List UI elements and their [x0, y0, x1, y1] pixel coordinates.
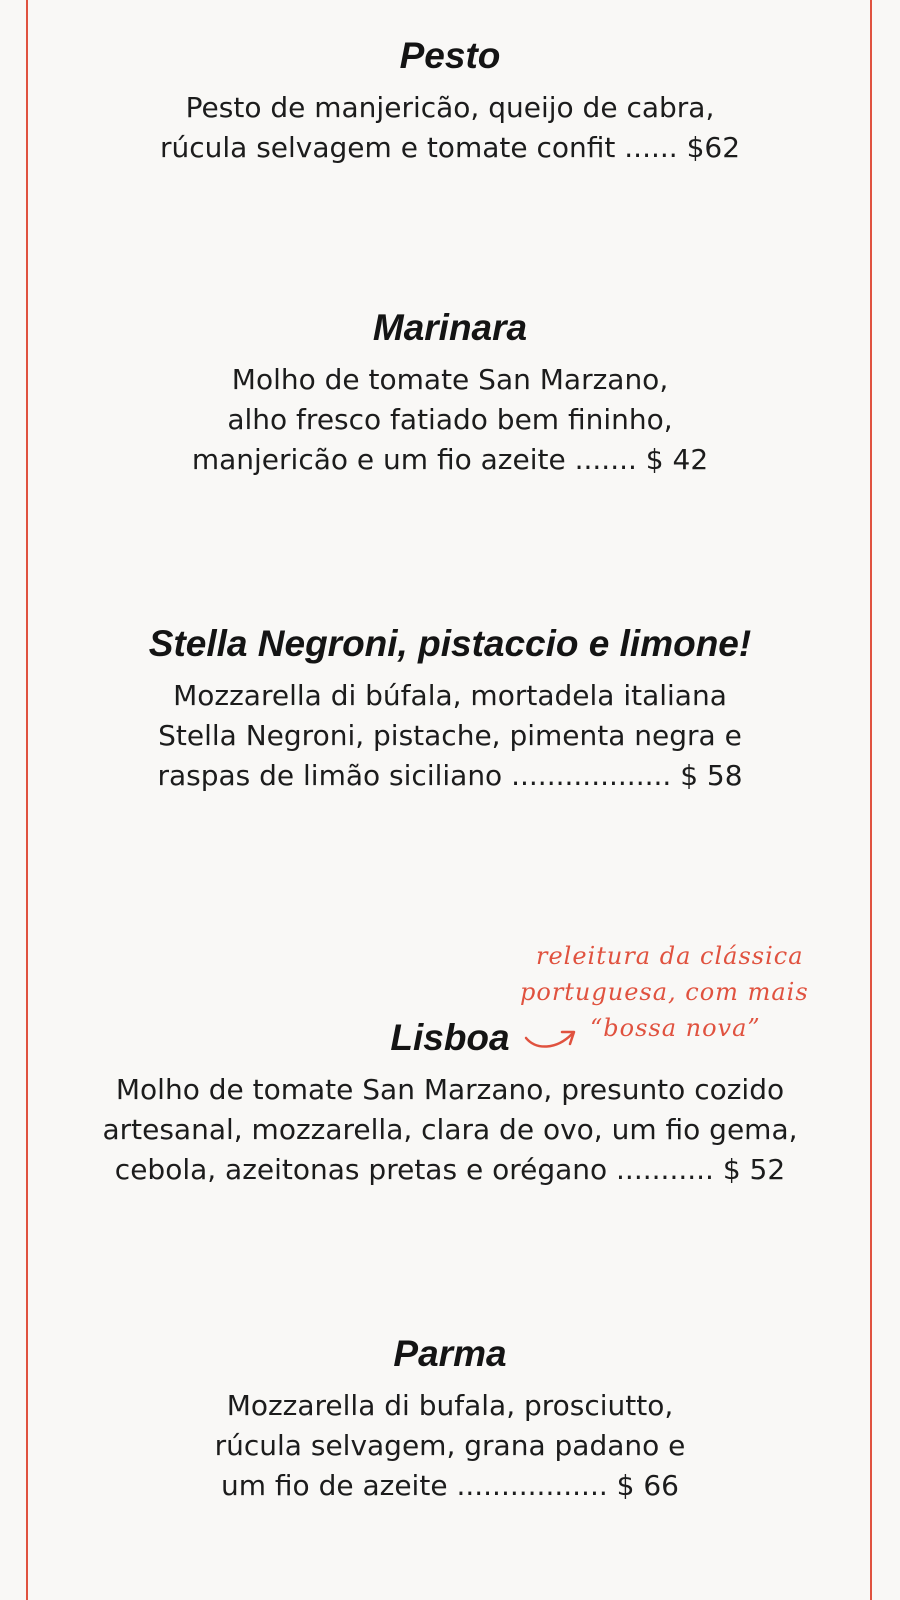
- description-line: Molho de tomate San Marzano,: [231, 363, 669, 396]
- description-line: manjericão e um fio azeite ....... $ 42: [191, 443, 709, 476]
- menu-item-description: [40, 1070, 860, 1190]
- menu-item-title: Marinara: [372, 307, 528, 348]
- description-line: cebola, azeitonas pretas e orégano ........... $ 52: [114, 1153, 786, 1186]
- description-line: raspas de limão siciliano .................. $ 58: [157, 759, 743, 792]
- description-line: Mozzarella di bufala, prosciutto,: [226, 1389, 674, 1422]
- menu-item-marinara: [40, 306, 860, 480]
- note-line: releitura da clássica: [536, 942, 804, 970]
- menu-item-title: Pesto: [399, 35, 501, 76]
- description-line: Stella Negroni, pistache, pimenta negra e: [158, 719, 742, 752]
- description-line: artesanal, mozzarella, clara de ovo, um fio gema,: [102, 1113, 798, 1146]
- menu-item-pesto: [40, 34, 860, 168]
- note-line: “bossa nova”: [590, 1014, 761, 1042]
- menu-item-description: [40, 360, 860, 480]
- description-line: Pesto de manjericão, queijo de cabra,: [185, 91, 715, 124]
- right-border-line: [870, 0, 872, 1600]
- menu-item-description: [40, 88, 860, 168]
- menu-item-parma: [40, 1332, 860, 1506]
- description-line: Mozzarella di búfala, mortadela italiana: [173, 679, 727, 712]
- menu-item-lisboa: [40, 1016, 860, 1190]
- description-line: um fio de azeite ................. $ 66: [220, 1469, 679, 1502]
- description-line: rúcula selvagem, grana padano e: [214, 1429, 686, 1462]
- left-border-line: [26, 0, 28, 1600]
- description-line: rúcula selvagem e tomate confit ...... $62: [159, 131, 741, 164]
- description-line: alho fresco fatiado bem fininho,: [227, 403, 673, 436]
- description-line: Molho de tomate San Marzano, presunto cozido: [115, 1073, 785, 1106]
- menu-item-title: Lisboa: [390, 1017, 510, 1058]
- menu-item-title: Stella Negroni, pistaccio e limone!: [148, 623, 752, 664]
- note-line: portuguesa, com mais: [520, 978, 809, 1006]
- menu-item-stella-negroni: [40, 622, 860, 796]
- menu-item-title: Parma: [393, 1333, 507, 1374]
- menu-item-description: [40, 1386, 860, 1506]
- menu-item-description: [40, 676, 860, 796]
